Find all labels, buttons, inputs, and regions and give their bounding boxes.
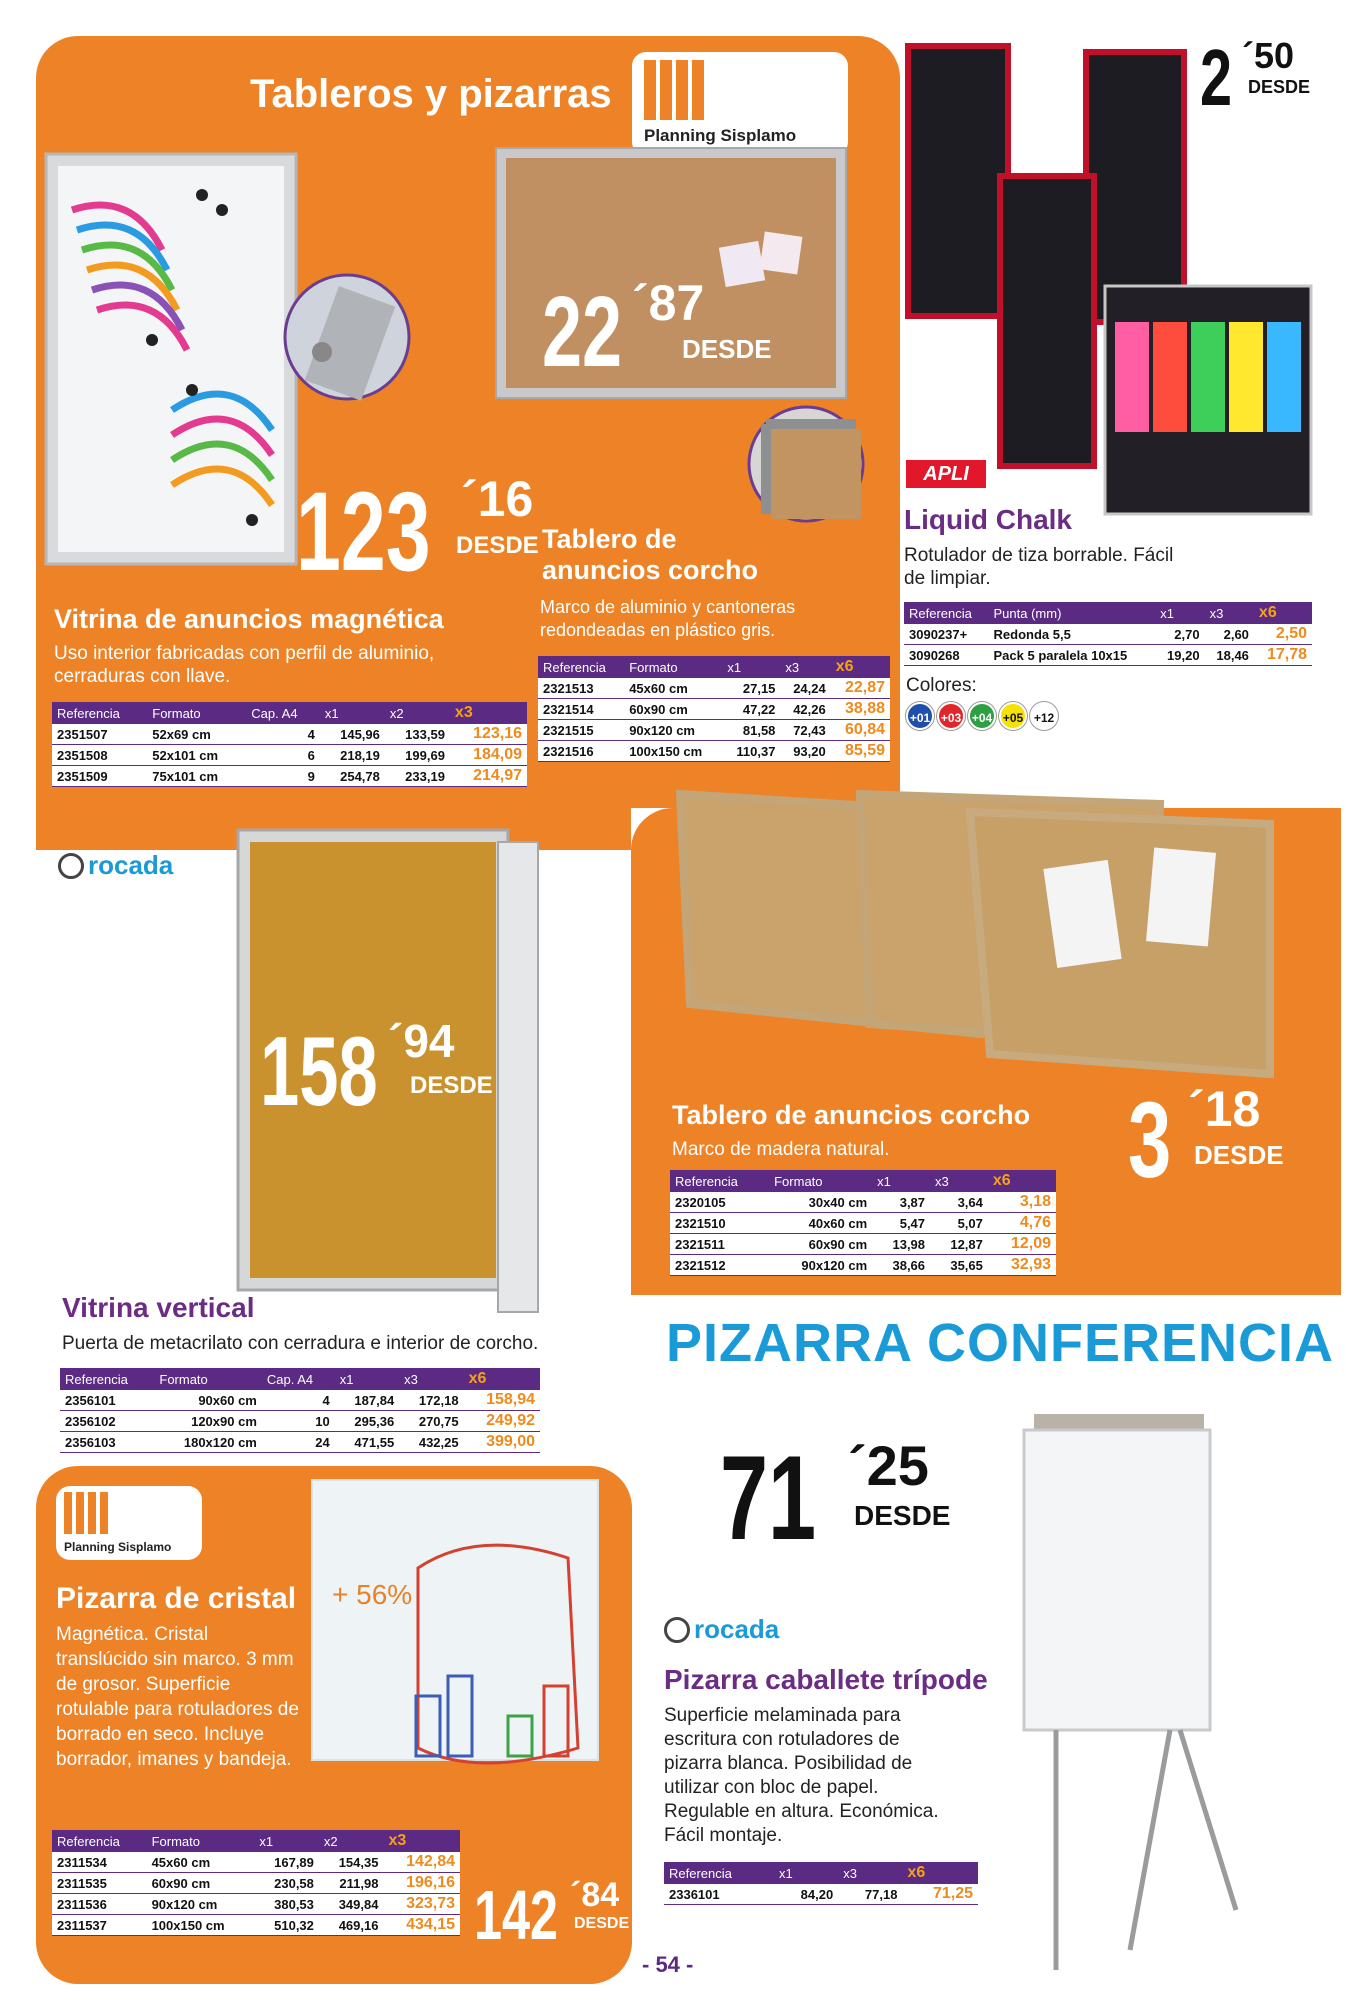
- table-header-cell: Referencia: [538, 656, 624, 678]
- rocada-text: rocada: [694, 1614, 780, 1644]
- table-header-row: [538, 656, 890, 678]
- table-header-cell: Referencia: [60, 1368, 154, 1390]
- table-row: [538, 678, 890, 699]
- table-cell: 90x120 cm: [147, 1894, 255, 1915]
- table-cell: 2,70: [1155, 624, 1204, 645]
- table-cell: 510,32: [254, 1915, 319, 1936]
- table-header-cell: x1: [722, 656, 780, 678]
- table-cell: 71,25: [902, 1884, 978, 1905]
- table-header-cell: Referencia: [904, 602, 989, 624]
- tablero-corcho-aluminio-title: [542, 524, 758, 586]
- price-desde: DESDE: [1248, 77, 1311, 97]
- table-header-cell: Referencia: [664, 1862, 774, 1884]
- table-cell: 2321511: [670, 1234, 769, 1255]
- table-header-cell: x3: [838, 1862, 902, 1884]
- table-header-cell: x1: [254, 1830, 319, 1852]
- table-cell: 3,87: [872, 1192, 930, 1213]
- price-cents: ´94: [388, 1015, 455, 1067]
- table-cell: 30x40 cm: [769, 1192, 872, 1213]
- price-integer: 158: [260, 1016, 378, 1126]
- table-cell: 323,73: [383, 1894, 460, 1915]
- table-cell: 32,93: [988, 1255, 1056, 1276]
- table-cell: 45x60 cm: [147, 1852, 255, 1873]
- table-cell: 12,87: [930, 1234, 988, 1255]
- table-header-cell: x2: [385, 702, 450, 724]
- tablero-corcho-madera-description: Marco de madera natural.: [672, 1139, 890, 1160]
- table-cell: 2320105: [670, 1192, 769, 1213]
- pizarra-conferencia-heading: PIZARRA CONFERENCIA: [666, 1313, 1335, 1373]
- table-cell: 18,46: [1205, 645, 1254, 666]
- price-cents: ´50: [1242, 35, 1295, 76]
- price-desde: DESDE: [456, 532, 539, 559]
- pizarra-caballete-table: [664, 1862, 978, 1905]
- table-cell: 2356101: [60, 1390, 154, 1411]
- rocada-logo-2: [664, 1614, 779, 1645]
- table-cell: 172,18: [399, 1390, 463, 1411]
- price-cents: ´18: [1188, 1081, 1261, 1137]
- table-cell: 133,59: [385, 724, 450, 745]
- table-cell: 110,37: [722, 741, 780, 762]
- table-cell: 2321515: [538, 720, 624, 741]
- table-row: [670, 1192, 1056, 1213]
- table-cell: Pack 5 paralela 10x15: [989, 645, 1156, 666]
- table-cell: 214,97: [450, 766, 527, 787]
- table-cell: 3,64: [930, 1192, 988, 1213]
- table-cell: 3090237+: [904, 624, 989, 645]
- table-row: [538, 741, 890, 762]
- title-line-1: Tablero de: [542, 524, 677, 554]
- table-cell: 2356102: [60, 1411, 154, 1432]
- table-cell: 230,58: [254, 1873, 319, 1894]
- vitrina-vertical-description: Puerta de metacrilato con cerradura e interior de corcho.: [62, 1333, 539, 1354]
- liquid-chalk-photo: [900, 33, 1315, 526]
- pizarra-cristal-table: [52, 1830, 460, 1936]
- table-header-cell: Referencia: [52, 702, 147, 724]
- table-row: [538, 699, 890, 720]
- table-cell: 158,94: [464, 1390, 540, 1411]
- table-row: [52, 1852, 460, 1873]
- table-header-cell: x3: [930, 1170, 988, 1192]
- table-cell: 123,16: [450, 724, 527, 745]
- vitrina-magnetica-description: Uso interior fabricadas con perfil de aluminio, cerraduras con llave.: [54, 643, 435, 687]
- color-swatch: +03: [937, 702, 965, 730]
- table-cell: 72,43: [780, 720, 830, 741]
- table-cell: 45x60 cm: [624, 678, 722, 699]
- table-cell: 434,15: [383, 1915, 460, 1936]
- table-row: [664, 1884, 978, 1905]
- table-cell: 471,55: [335, 1432, 399, 1453]
- table-cell: 22,87: [831, 678, 890, 699]
- page-number: - 54 -: [642, 1952, 694, 1977]
- table-cell: 145,96: [320, 724, 385, 745]
- table-cell: 2321512: [670, 1255, 769, 1276]
- table-header-cell: Formato: [624, 656, 722, 678]
- table-row: [52, 1915, 460, 1936]
- tablero-corcho-madera-title: Tablero de anuncios corcho: [672, 1100, 1031, 1130]
- pizarra-conferencia-price: [720, 1431, 951, 1565]
- vitrina-vertical-price: [260, 1015, 493, 1126]
- table-header-cell: x2: [319, 1830, 384, 1852]
- price-cents-value: 18: [1204, 1081, 1261, 1137]
- price-integer: 2: [1200, 33, 1233, 122]
- table-cell: 13,98: [872, 1234, 930, 1255]
- table-cell: 24,24: [780, 678, 830, 699]
- vitrina-magnetica-photo: [42, 150, 312, 570]
- table-cell: 399,00: [464, 1432, 540, 1453]
- price-integer: 3: [1128, 1079, 1172, 1200]
- table-header-cell: x1: [872, 1170, 930, 1192]
- table-header-row: [670, 1170, 1056, 1192]
- table-cell: 24: [262, 1432, 335, 1453]
- table-cell: 12,09: [988, 1234, 1056, 1255]
- planning-sisplamo-logo-2: [56, 1486, 202, 1560]
- table-cell: 75x101 cm: [147, 766, 246, 787]
- price-integer: 22: [542, 276, 623, 388]
- table-cell: 3,18: [988, 1192, 1056, 1213]
- table-cell: 2321513: [538, 678, 624, 699]
- price-desde: DESDE: [682, 334, 772, 364]
- color-swatch: +04: [968, 702, 996, 730]
- table-cell: 84,20: [774, 1884, 838, 1905]
- price-desde: DESDE: [1194, 1140, 1284, 1170]
- table-cell: 60x90 cm: [769, 1234, 872, 1255]
- table-cell: 199,69: [385, 745, 450, 766]
- table-row: [60, 1390, 540, 1411]
- table-cell: 167,89: [254, 1852, 319, 1873]
- table-cell: 5,07: [930, 1213, 988, 1234]
- vitrina-vertical-table: [60, 1368, 540, 1453]
- table-header-row: [60, 1368, 540, 1390]
- table-row: [538, 720, 890, 741]
- liquid-chalk-title: Liquid Chalk: [904, 504, 1072, 535]
- table-cell: 270,75: [399, 1411, 463, 1432]
- table-cell: 2321516: [538, 741, 624, 762]
- table-row: [52, 724, 527, 745]
- corner-detail-photo: [746, 404, 866, 524]
- table-cell: 2351509: [52, 766, 147, 787]
- table-header-cell: x3: [780, 656, 830, 678]
- table-header-cell: x1: [335, 1368, 399, 1390]
- table-cell: 211,98: [319, 1873, 384, 1894]
- price-cents: ´87: [632, 275, 705, 331]
- pizarra-caballete-description: Superficie melaminada para escritura con rotuladores de pizarra blanca. Posibilidad de utilizar con bloc de papel. Regulable en altura. Económica. Fácil montaje.: [664, 1705, 939, 1846]
- pizarra-cristal-title: Pizarra de cristal: [56, 1582, 297, 1615]
- colors-label: Colores:: [906, 675, 977, 696]
- vitrina-magnetica-table: [52, 702, 527, 787]
- table-header-cell: Referencia: [52, 1830, 147, 1852]
- table-cell: 2311534: [52, 1852, 147, 1873]
- table-header-cell: x6: [831, 656, 890, 678]
- lock-detail-photo: [282, 272, 412, 402]
- table-cell: 2311537: [52, 1915, 147, 1936]
- table-cell: 9: [246, 766, 320, 787]
- price-integer: 142: [474, 1876, 559, 1954]
- table-header-cell: x6: [1254, 602, 1312, 624]
- glass-doodle-text: + 56%: [332, 1579, 413, 1610]
- table-cell: 90x120 cm: [769, 1255, 872, 1276]
- table-row: [52, 1873, 460, 1894]
- table-cell: 295,36: [335, 1411, 399, 1432]
- table-cell: 93,20: [780, 741, 830, 762]
- table-cell: 187,84: [335, 1390, 399, 1411]
- table-cell: 2356103: [60, 1432, 154, 1453]
- title-line-2: anuncios corcho: [542, 555, 759, 585]
- table-cell: 35,65: [930, 1255, 988, 1276]
- price-cents-value: 87: [648, 275, 705, 331]
- table-cell: 2,60: [1205, 624, 1254, 645]
- table-cell: 52x101 cm: [147, 745, 246, 766]
- table-cell: 380,53: [254, 1894, 319, 1915]
- table-header-cell: Referencia: [670, 1170, 769, 1192]
- table-cell: 2351507: [52, 724, 147, 745]
- table-row: [60, 1432, 540, 1453]
- table-cell: 38,66: [872, 1255, 930, 1276]
- table-row: [52, 766, 527, 787]
- rocada-logo-1: [58, 850, 173, 881]
- pizarra-cristal-price: [474, 1876, 630, 1954]
- table-cell: 19,20: [1155, 645, 1204, 666]
- pizarra-caballete-title: Pizarra caballete trípode: [664, 1664, 988, 1695]
- table-row: [904, 645, 1312, 666]
- price-integer: 71: [720, 1431, 817, 1565]
- table-cell: 120x90 cm: [154, 1411, 262, 1432]
- rocada-text: rocada: [88, 850, 174, 880]
- table-cell: 6: [246, 745, 320, 766]
- table-header-row: [664, 1862, 978, 1884]
- table-cell: 60,84: [831, 720, 890, 741]
- table-header-cell: x1: [774, 1862, 838, 1884]
- table-header-cell: x3: [383, 1830, 460, 1852]
- table-cell: 180x120 cm: [154, 1432, 262, 1453]
- planning-sisplamo-text: Planning Sisplamo: [64, 1540, 172, 1554]
- table-header-row: [904, 602, 1312, 624]
- table-cell: 4,76: [988, 1213, 1056, 1234]
- table-cell: 100x150 cm: [624, 741, 722, 762]
- table-cell: 4: [246, 724, 320, 745]
- table-cell: Redonda 5,5: [989, 624, 1156, 645]
- tablero-corcho-madera-price: [1128, 1079, 1284, 1200]
- table-cell: 3090268: [904, 645, 989, 666]
- price-integer: 123: [296, 469, 431, 594]
- price-cents-value: 94: [403, 1015, 455, 1067]
- table-cell: 254,78: [320, 766, 385, 787]
- table-header-cell: x6: [902, 1862, 978, 1884]
- vitrina-vertical-title: Vitrina vertical: [62, 1292, 255, 1323]
- pizarra-cristal-photo: [308, 1476, 604, 1766]
- price-desde: DESDE: [574, 1915, 630, 1932]
- planning-sisplamo-logo: [632, 52, 848, 156]
- color-swatches: [906, 702, 1061, 730]
- tablero-corcho-aluminio-price: [542, 275, 772, 388]
- table-cell: 469,16: [319, 1915, 384, 1936]
- price-cents-value: 16: [477, 471, 534, 527]
- table-cell: 77,18: [838, 1884, 902, 1905]
- price-cents: ´84: [570, 1876, 620, 1914]
- table-cell: 2321514: [538, 699, 624, 720]
- table-header-cell: x1: [320, 702, 385, 724]
- liquid-chalk-table: [904, 602, 1312, 666]
- table-cell: 2311535: [52, 1873, 147, 1894]
- table-cell: 90x120 cm: [624, 720, 722, 741]
- table-row: [52, 1894, 460, 1915]
- table-cell: 142,84: [383, 1852, 460, 1873]
- table-header-cell: Cap. A4: [262, 1368, 335, 1390]
- tablero-corcho-aluminio-table: [538, 656, 890, 762]
- price-cents-value: 25: [866, 1434, 929, 1497]
- table-row: [60, 1411, 540, 1432]
- table-header-cell: x3: [399, 1368, 463, 1390]
- table-cell: 52x69 cm: [147, 724, 246, 745]
- table-header-cell: x6: [464, 1368, 540, 1390]
- table-cell: 2311536: [52, 1894, 147, 1915]
- table-cell: 17,78: [1254, 645, 1312, 666]
- table-cell: 100x150 cm: [147, 1915, 255, 1936]
- vitrina-magnetica-price: [296, 469, 539, 594]
- tablero-corcho-madera-photo: [670, 784, 1290, 1084]
- liquid-chalk-description: Rotulador de tiza borrable. Fácil de limpiar.: [904, 545, 1174, 589]
- table-header-cell: x1: [1155, 602, 1204, 624]
- price-desde: DESDE: [854, 1500, 951, 1531]
- table-cell: 2,50: [1254, 624, 1312, 645]
- apli-logo: APLI: [906, 460, 986, 488]
- table-cell: 218,19: [320, 745, 385, 766]
- table-header-cell: Punta (mm): [989, 602, 1156, 624]
- table-header-cell: Formato: [147, 702, 246, 724]
- table-cell: 2321510: [670, 1213, 769, 1234]
- table-header-cell: x3: [450, 702, 527, 724]
- color-swatch: +05: [999, 702, 1027, 730]
- tablero-corcho-aluminio-description: Marco de aluminio y cantoneras redondeadas en plástico gris.: [540, 597, 796, 640]
- table-cell: 85,59: [831, 741, 890, 762]
- liquid-chalk-price: [1200, 33, 1311, 122]
- table-header-cell: x3: [1205, 602, 1254, 624]
- table-header-row: [52, 702, 527, 724]
- vitrina-magnetica-title: Vitrina de anuncios magnética: [54, 604, 444, 634]
- table-header-cell: Formato: [147, 1830, 255, 1852]
- table-cell: 40x60 cm: [769, 1213, 872, 1234]
- table-cell: 90x60 cm: [154, 1390, 262, 1411]
- table-header-cell: x6: [988, 1170, 1056, 1192]
- color-swatch: +12: [1030, 702, 1058, 730]
- table-cell: 233,19: [385, 766, 450, 787]
- tablero-corcho-madera-table: [670, 1170, 1056, 1276]
- table-cell: 154,35: [319, 1852, 384, 1873]
- table-row: [904, 624, 1312, 645]
- table-row: [670, 1213, 1056, 1234]
- table-cell: 2351508: [52, 745, 147, 766]
- table-cell: 42,26: [780, 699, 830, 720]
- table-cell: 432,25: [399, 1432, 463, 1453]
- table-cell: 38,88: [831, 699, 890, 720]
- table-cell: 5,47: [872, 1213, 930, 1234]
- table-header-cell: Formato: [154, 1368, 262, 1390]
- table-cell: 10: [262, 1411, 335, 1432]
- table-row: [670, 1255, 1056, 1276]
- table-cell: 47,22: [722, 699, 780, 720]
- pizarra-caballete-photo: [1020, 1410, 1310, 1980]
- table-row: [52, 745, 527, 766]
- table-row: [670, 1234, 1056, 1255]
- table-header-cell: Formato: [769, 1170, 872, 1192]
- pizarra-cristal-description: Magnética. Cristal translúcido sin marco. 3 mm de grosor. Superficie rotulable para rotuladores de borrado en seco. Incluye borrador, imanes y bandeja.: [56, 1624, 299, 1770]
- table-cell: 349,84: [319, 1894, 384, 1915]
- price-cents-value: 84: [581, 1876, 620, 1914]
- table-cell: 249,92: [464, 1411, 540, 1432]
- price-cents: ´16: [461, 471, 534, 527]
- planning-sisplamo-text: Planning Sisplamo: [644, 126, 797, 145]
- table-cell: 184,09: [450, 745, 527, 766]
- table-header-row: [52, 1830, 460, 1852]
- table-cell: 196,16: [383, 1873, 460, 1894]
- table-cell: 2336101: [664, 1884, 774, 1905]
- color-swatch: +01: [906, 702, 934, 730]
- rocada-icon: [664, 1617, 690, 1643]
- price-desde: DESDE: [410, 1072, 493, 1099]
- page-title: Tableros y pizarras: [250, 72, 612, 116]
- rocada-icon: [58, 853, 84, 879]
- table-cell: 60x90 cm: [624, 699, 722, 720]
- table-cell: 81,58: [722, 720, 780, 741]
- table-cell: 27,15: [722, 678, 780, 699]
- price-cents: ´25: [848, 1434, 929, 1497]
- table-header-cell: Cap. A4: [246, 702, 320, 724]
- price-cents-value: 50: [1254, 35, 1295, 76]
- table-cell: 4: [262, 1390, 335, 1411]
- table-cell: 60x90 cm: [147, 1873, 255, 1894]
